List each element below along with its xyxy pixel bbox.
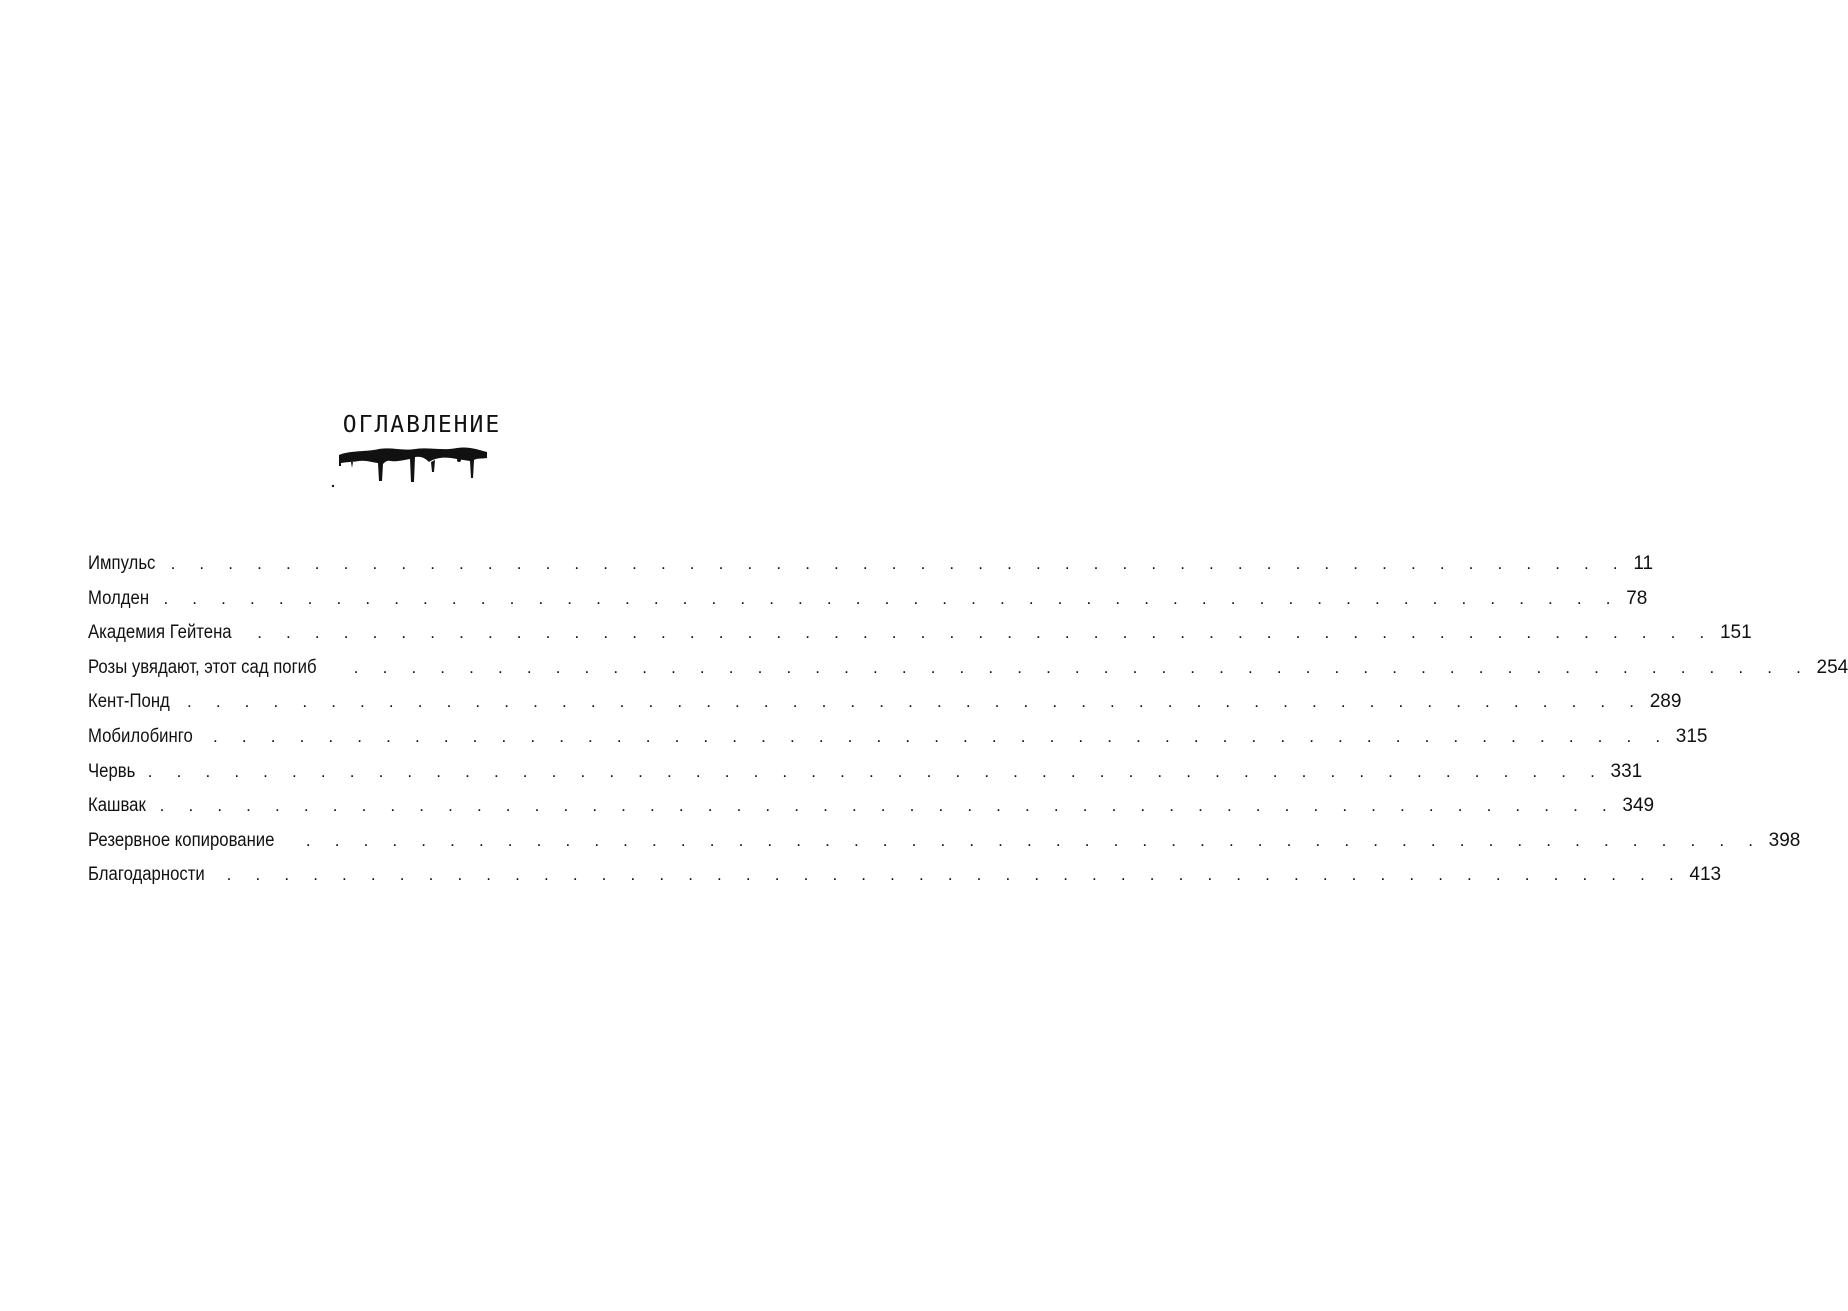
toc-entry-page: 151 — [1719, 622, 1752, 644]
toc-entry-page: 398 — [1768, 829, 1801, 851]
toc-leader-dots: . . . . . . . . . . . . . . . . . . . . . . . . . . . . . . . . . . . . . . . . . . . . . . . . . . . — [257, 623, 1714, 643]
toc-entry[interactable] — [88, 553, 1654, 588]
toc-entry-title: Молден — [88, 587, 150, 609]
toc-entry-title: Резервное копирование — [88, 829, 275, 851]
toc-entry[interactable] — [88, 725, 1708, 761]
toc-leader-dots: . . . . . . . . . . . . . . . . . . . . . . . . . . . . . . . . . . . . . . . . . . . . . . . . . . . — [159, 796, 1617, 816]
toc-entry-page: 349 — [1622, 795, 1655, 817]
toc-entry[interactable] — [88, 760, 1643, 796]
toc-leader-dots: . . . . . . . . . . . . . . . . . . . . . . . . . . . . . . . . . . . . . . . . . . . . . . . . . . . — [147, 761, 1605, 781]
toc-entry[interactable] — [88, 587, 1648, 623]
toc-entry-page: 315 — [1675, 725, 1708, 747]
toc-entry-title: Импульс — [88, 553, 156, 574]
toc-leader-dots: . . . . . . . . . . . . . . . . . . . . . . . . . . . . . . . . . . . . . . . . . . . . . . . . . . . — [163, 588, 1621, 608]
dripping-ink-ornament — [331, 446, 491, 491]
toc-entry-title: Благодарности — [88, 864, 205, 886]
toc-entry[interactable] — [88, 622, 1752, 657]
table-of-contents — [88, 553, 1848, 899]
toc-entry-title: Мобилобинго — [88, 725, 193, 747]
toc-entry-page: 78 — [1626, 587, 1648, 609]
toc-entry[interactable] — [88, 656, 1848, 692]
toc-entry-page: 413 — [1689, 864, 1722, 886]
toc-entry-title: Розы увядают, этот сад погиб — [88, 656, 317, 678]
toc-leader-dots: . . . . . . . . . . . . . . . . . . . . . . . . . . . . . . . . . . . . . . . . . . . . . . . . . . . — [170, 554, 1628, 573]
toc-entry[interactable] — [88, 795, 1655, 830]
toc-leader-dots: . . . . . . . . . . . . . . . . . . . . . . . . . . . . . . . . . . . . . . . . . . . . . . . . . . . — [353, 657, 1811, 677]
toc-entry-title: Червь — [88, 760, 136, 782]
toc-entry-title: Кашвак — [88, 795, 146, 817]
toc-leader-dots: . . . . . . . . . . . . . . . . . . . . . . . . . . . . . . . . . . . . . . . . . . . . . . . . . . . — [305, 830, 1763, 850]
toc-heading: ОГЛАВЛЕНИЕ — [342, 412, 502, 438]
toc-entry[interactable] — [88, 864, 1722, 899]
toc-entry-page: 254 — [1816, 656, 1848, 678]
toc-entry-page: 11 — [1633, 553, 1654, 574]
toc-leader-dots: . . . . . . . . . . . . . . . . . . . . . . . . . . . . . . . . . . . . . . . . . . . . . . . . . . . — [226, 865, 1684, 885]
toc-leader-dots: . . . . . . . . . . . . . . . . . . . . . . . . . . . . . . . . . . . . . . . . . . . . . . . . . . . — [213, 726, 1670, 746]
toc-leader-dots: . . . . . . . . . . . . . . . . . . . . . . . . . . . . . . . . . . . . . . . . . . . . . . . . . . . — [186, 692, 1644, 712]
toc-entry-title: Кент-Понд — [88, 691, 170, 713]
toc-entry[interactable] — [88, 829, 1801, 865]
toc-entry[interactable] — [88, 691, 1682, 726]
toc-entry-page: 289 — [1649, 691, 1682, 713]
toc-entry-title: Академия Гейтена — [88, 622, 232, 644]
toc-entry-page: 331 — [1610, 760, 1643, 782]
